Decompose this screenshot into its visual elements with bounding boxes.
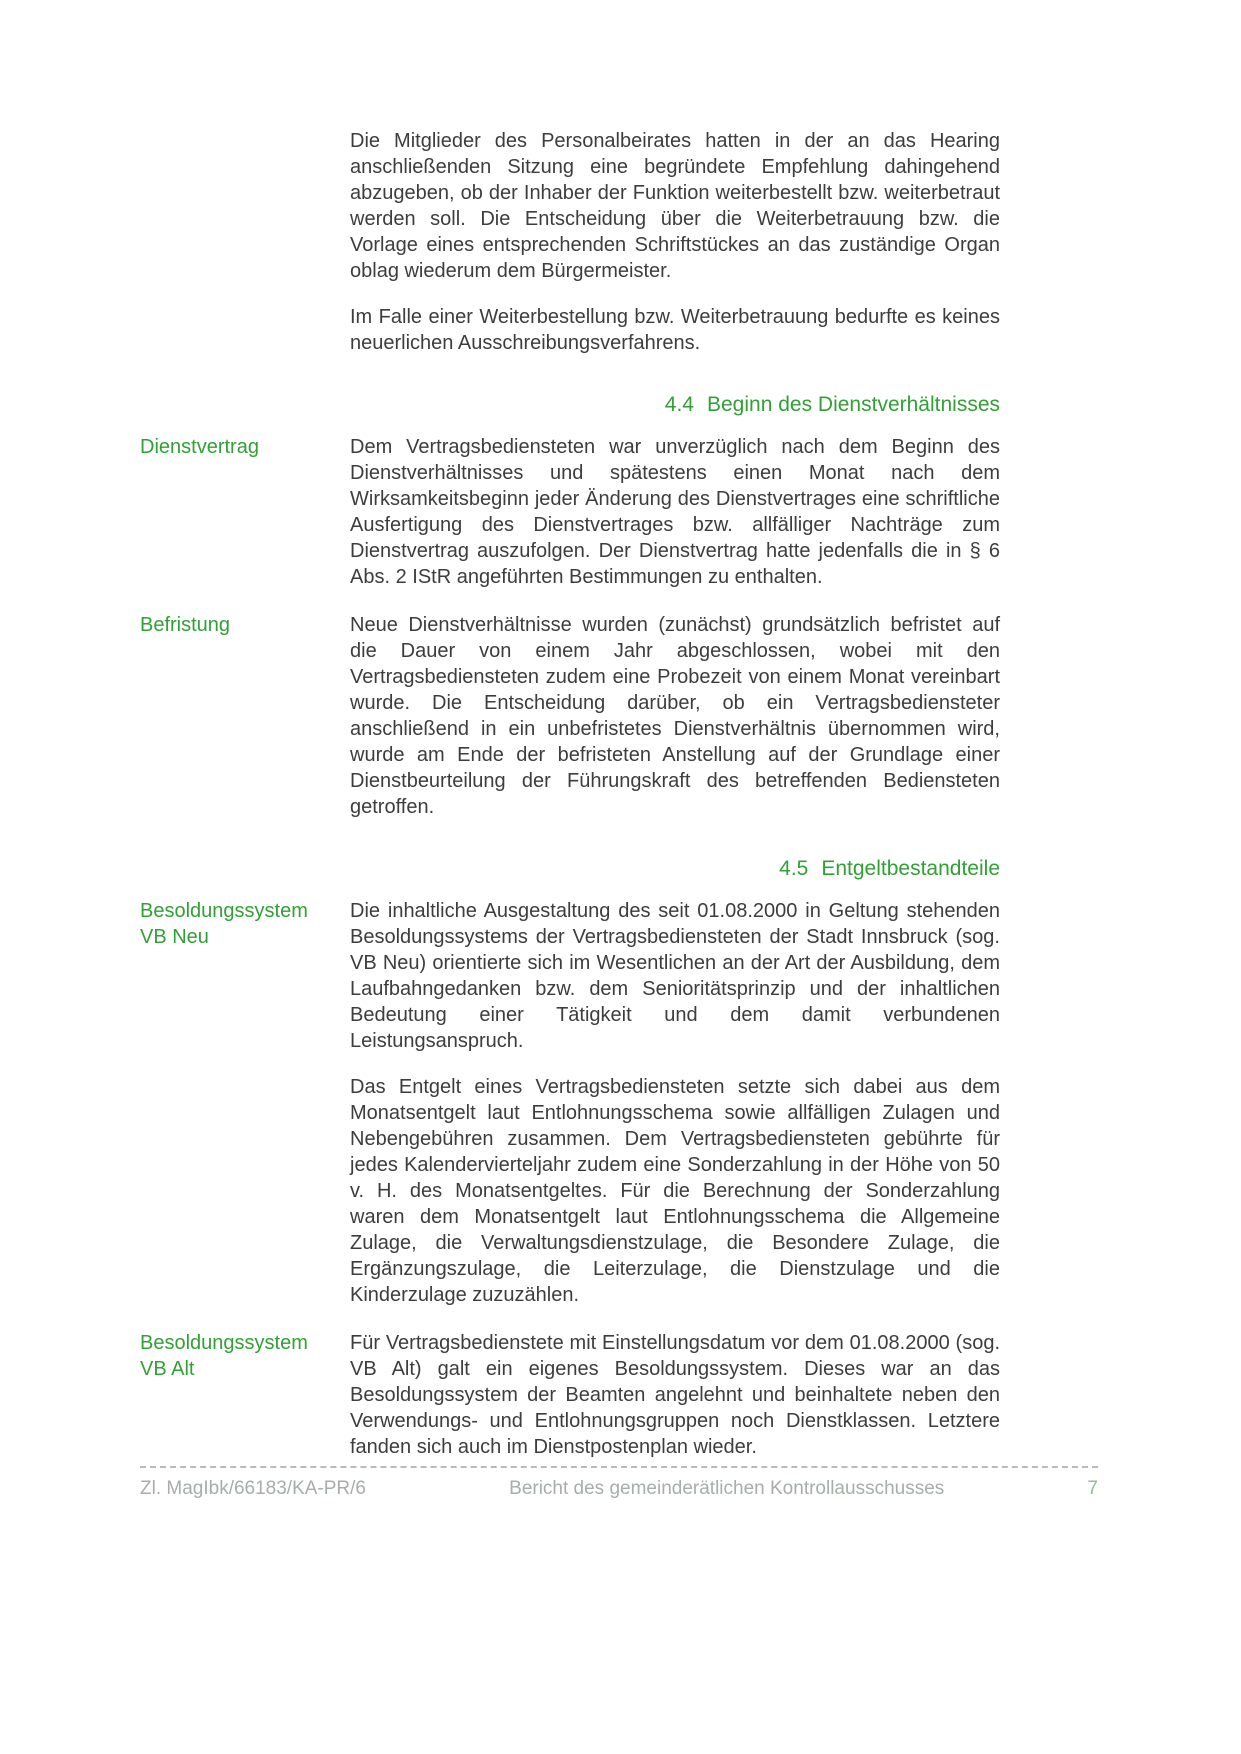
section-heading-row-45 bbox=[0, 856, 1241, 882]
margin-label-column bbox=[0, 612, 350, 638]
entry-text-column bbox=[350, 898, 1000, 1308]
margin-label-befristung: Befristung bbox=[140, 614, 231, 636]
entry-paragraph: Die inhaltliche Ausgestaltung des seit 01.08.2000 in Geltung stehenden Besoldungssystems der Vertragsbediensteten der Stadt Innsbruck (sog. VB Neu) orientierte sich im Wesentlichen an der Art der Ausbildung, dem Laufbahngedanken bzw. dem Senioritätsprinzip und der inhaltlichen Bedeutung einer Tätigkeit und dem damit verbundenen Leistungsanspruch. bbox=[350, 900, 1000, 1052]
footer-page-number: 7 bbox=[1087, 1478, 1098, 1499]
section-title: Beginn des Dienstverhältnisses bbox=[707, 393, 1000, 416]
heading-column bbox=[350, 392, 1000, 418]
section-heading-44 bbox=[350, 392, 1000, 418]
heading-column bbox=[350, 856, 1000, 882]
page-footer bbox=[140, 1466, 1098, 1501]
section-number: 4.4 bbox=[664, 393, 694, 416]
section-title: Entgeltbestandteile bbox=[821, 857, 1000, 880]
entry-befristung bbox=[0, 612, 1241, 820]
entry-paragraph: Für Vertragsbedienstete mit Einstellungsdatum vor dem 01.08.2000 (sog. VB Alt) galt ein eigenes Besoldungssystem. Dieses war an das Besoldungssystem der Beamten angelehnt und beinhaltete neben den Verwendungs- und Entlohnungsgruppen noch Dienstklassen. Letztere fanden sich auch im Dienstpostenplan wieder. bbox=[350, 1332, 1000, 1458]
section-heading-45 bbox=[350, 856, 1000, 882]
margin-label-vb-alt: Besoldungssystem VB Alt bbox=[140, 1332, 308, 1380]
margin-label-column bbox=[0, 898, 350, 950]
intro-text-column bbox=[350, 128, 1000, 356]
entry-besoldungssystem-vb-neu bbox=[0, 898, 1241, 1308]
footer-doc-title: Bericht des gemeinderätlichen Kontrollausschusses bbox=[509, 1478, 945, 1499]
entry-paragraph: Neue Dienstverhältnisse wurden (zunächst) grundsätzlich befristet auf die Dauer von einem Jahr abgeschlossen, wobei mit den Vertragsbediensteten zudem eine Probezeit von einem Monat vereinbart wurde. Die Entscheidung darüber, ob ein Vertragsbediensteter anschließend in ein unbefristetes Dienstverhältnis übernommen wird, wurde am Ende der befristeten Anstellung auf der Grundlage einer Dienstbeurteilung der Führungskraft des betreffenden Bediensteten getroffen. bbox=[350, 614, 1000, 818]
section-heading-row-44 bbox=[0, 392, 1241, 418]
footer-reference: Zl. MagIbk/66183/KA-PR/6 bbox=[140, 1478, 366, 1499]
intro-block bbox=[0, 128, 1241, 356]
margin-label-column bbox=[0, 434, 350, 460]
entry-paragraph: Das Entgelt eines Vertragsbediensteten setzte sich dabei aus dem Monatsentgelt laut Entlohnungsschema sowie allfälligen Zulagen und Nebengebühren zusammen. Dem Vertragsbediensteten gebührte für jedes Kalendervierteljahr zudem eine Sonderzahlung in der Höhe von 50 v. H. des Monatsentgeltes. Für die Berechnung der Sonderzahlung waren dem Monatsentgelt laut Entlohnungsschema die Allgemeine Zulage, die Verwaltungsdienstzulage, die Besondere Zulage, die Ergänzungszulage, die Leiterzulage, die Dienstzulage und die Kinderzulage zuzuzählen. bbox=[350, 1076, 1000, 1306]
section-number: 4.5 bbox=[779, 857, 809, 880]
entry-text-column bbox=[350, 612, 1000, 820]
margin-label-dienstvertrag: Dienstvertrag bbox=[140, 436, 259, 458]
margin-label-column bbox=[0, 1330, 350, 1382]
margin-label-vb-neu: Besoldungssystem VB Neu bbox=[140, 900, 308, 948]
entry-text-column bbox=[350, 434, 1000, 590]
intro-paragraph-1: Die Mitglieder des Personalbeirates hatten in der an das Hearing anschließenden Sitzung eine begründete Empfehlung dahingehend abzugeben, ob der Inhaber der Funktion weiterbestellt bzw. weiterbetraut werden soll. Die Entscheidung über die Weiterbetrauung bzw. die Vorlage eines entsprechenden Schriftstückes an das zuständige Organ oblag wiederum dem Bürgermeister. bbox=[350, 130, 1000, 282]
entry-dienstvertrag bbox=[0, 434, 1241, 590]
entry-text-column bbox=[350, 1330, 1000, 1460]
entry-besoldungssystem-vb-alt bbox=[0, 1330, 1241, 1460]
intro-paragraph-2: Im Falle einer Weiterbestellung bzw. Weiterbetrauung bedurfte es keines neuerlichen Ausschreibungsverfahrens. bbox=[350, 306, 1000, 354]
footer-row bbox=[140, 1477, 1098, 1501]
entry-paragraph: Dem Vertragsbediensteten war unverzüglich nach dem Beginn des Dienstverhältnisses und spätestens einen Monat nach dem Wirksamkeitsbeginn jeder Änderung des Dienstvertrages eine schriftliche Ausfertigung des Dienstvertrages bzw. allfälliger Nachträge zum Dienstvertrag auszufolgen. Der Dienstvertrag hatte jedenfalls die in § 6 Abs. 2 IStR angeführten Bestimmungen zu enthalten. bbox=[350, 436, 1000, 588]
